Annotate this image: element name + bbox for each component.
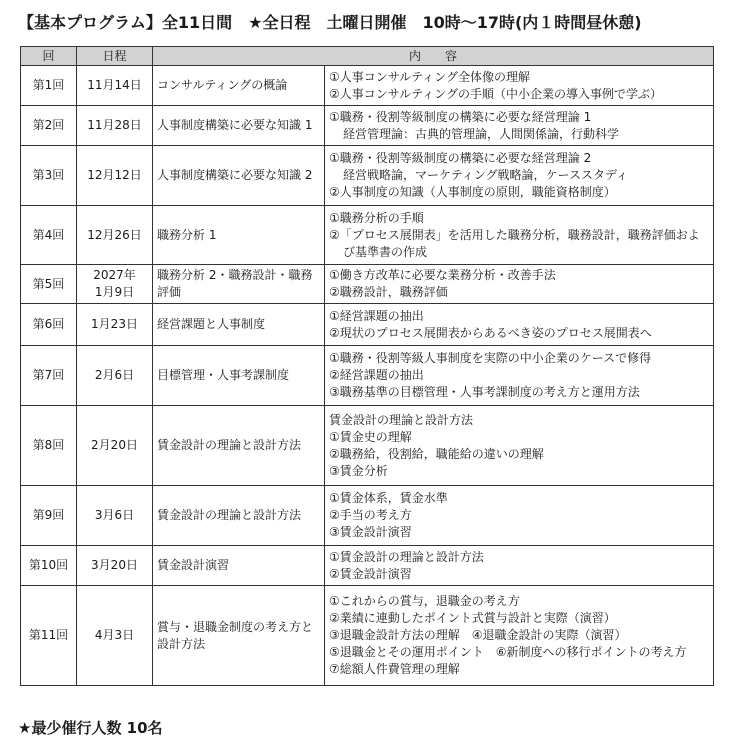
session-date-line: 3月6日 bbox=[94, 508, 135, 522]
session-date-line: 2月6日 bbox=[94, 368, 135, 382]
session-date bbox=[77, 406, 153, 486]
content-line: ②賃金設計演習 bbox=[329, 566, 412, 581]
content-line: ①職務・役割等級人事制度を実際の中小企業のケースで修得 bbox=[329, 351, 652, 365]
content-line: ①賃金史の理解 bbox=[329, 429, 412, 444]
session-number: 第3回 bbox=[21, 146, 77, 206]
content-line: ①働き方改革に必要な業務分析・改善手法 bbox=[329, 268, 556, 282]
column-header-date: 日程 bbox=[77, 47, 153, 66]
session-number: 第4回 bbox=[21, 206, 77, 265]
session-content bbox=[325, 146, 714, 206]
page-title: 【基本プログラム】全11日間 ★全日程 土曜日開催 10時〜17時(内１時間昼休憩) bbox=[18, 13, 642, 32]
session-content bbox=[325, 586, 714, 686]
table-row bbox=[21, 406, 714, 486]
session-number: 第9回 bbox=[21, 486, 77, 546]
content-line: ①賃金設計の理論と設計方法 bbox=[329, 549, 484, 564]
table-row bbox=[21, 486, 714, 546]
session-date-line: 12月12日 bbox=[87, 168, 142, 182]
session-date bbox=[77, 106, 153, 146]
session-content bbox=[325, 486, 714, 546]
session-date-line: 3月20日 bbox=[91, 558, 138, 572]
session-title: 職務分析 1 bbox=[153, 206, 325, 265]
content-line: ②業績に連動したポイント式賞与設計と実際（演習） bbox=[329, 611, 616, 625]
session-date-line: 12月26日 bbox=[87, 227, 142, 242]
table-header-row bbox=[21, 47, 714, 66]
table-row bbox=[21, 146, 714, 206]
content-line: ②人事制度の知識（人事制度の原則，職能資格制度） bbox=[329, 185, 616, 199]
content-line: ③退職金設計方法の理解 ④退職金設計の実際（演習） bbox=[329, 628, 627, 642]
session-date bbox=[77, 586, 153, 686]
content-line: ②現状のプロセス展開表からあるべき姿のプロセス展開表へ bbox=[329, 325, 652, 340]
content-line: ①職務・役割等級制度の構築に必要な経営理論 2 bbox=[329, 151, 592, 165]
session-title: 経営課題と人事制度 bbox=[153, 304, 325, 346]
table-row bbox=[21, 265, 714, 304]
session-content bbox=[325, 106, 714, 146]
content-line: ③職務基準の目標管理・人事考課制度の考え方と運用方法 bbox=[329, 385, 640, 399]
table-row bbox=[21, 546, 714, 586]
column-header-session: 回 bbox=[21, 47, 77, 66]
session-content bbox=[325, 206, 714, 265]
session-date bbox=[77, 546, 153, 586]
session-number: 第8回 bbox=[21, 406, 77, 486]
session-title: コンサルティングの概論 bbox=[153, 66, 325, 106]
session-title: 賃金設計の理論と設計方法 bbox=[153, 486, 325, 546]
content-line: ②職務設計，職務評価 bbox=[329, 285, 448, 299]
content-line: ①これからの賞与，退職金の考え方 bbox=[329, 594, 520, 608]
session-number: 第2回 bbox=[21, 106, 77, 146]
content-line: ③賃金分析 bbox=[329, 463, 388, 478]
session-title: 賞与・退職金制度の考え方と設計方法 bbox=[153, 586, 325, 686]
session-date-line: 4月3日 bbox=[94, 628, 135, 642]
content-line: ①職務分析の手順 bbox=[329, 210, 424, 225]
content-line: び基準書の作成 bbox=[343, 244, 428, 259]
content-line: 経営戦略論，マーケティング戦略論，ケーススタディ bbox=[343, 168, 629, 182]
session-number: 第1回 bbox=[21, 66, 77, 106]
session-title: 賃金設計演習 bbox=[153, 546, 325, 586]
session-date bbox=[77, 486, 153, 546]
session-date bbox=[77, 346, 153, 406]
content-line: ①経営課題の抽出 bbox=[329, 308, 424, 323]
content-line: ②「プロセス展開表」を活用した職務分析，職務設計，職務評価およ bbox=[329, 227, 700, 242]
session-date-line: 2027年 bbox=[93, 268, 136, 282]
minimum-participants-note: ★最少催行人数 10名 bbox=[18, 719, 163, 737]
session-date bbox=[77, 304, 153, 346]
content-line: ⑦総額人件費管理の理解 bbox=[329, 662, 460, 676]
session-date-line: 1月9日 bbox=[94, 285, 135, 299]
content-line: ⑤退職金とその運用ポイント ⑥新制度への移行ポイントの考え方 bbox=[329, 645, 687, 659]
column-header-content: 内 容 bbox=[153, 47, 714, 66]
session-title: 職務分析 2・職務設計・職務評価 bbox=[153, 265, 325, 304]
session-content bbox=[325, 66, 714, 106]
program-schedule-table bbox=[20, 46, 714, 686]
session-date-line: 11月28日 bbox=[87, 118, 142, 132]
table-row bbox=[21, 106, 714, 146]
session-date bbox=[77, 66, 153, 106]
session-date bbox=[77, 146, 153, 206]
session-date-line: 1月23日 bbox=[91, 317, 138, 331]
session-date bbox=[77, 265, 153, 304]
table-row bbox=[21, 66, 714, 106]
table-row bbox=[21, 304, 714, 346]
table-row bbox=[21, 346, 714, 406]
session-number: 第7回 bbox=[21, 346, 77, 406]
session-content bbox=[325, 546, 714, 586]
session-date-line: 2月20日 bbox=[91, 438, 138, 452]
table-row bbox=[21, 586, 714, 686]
content-line: ②経営課題の抽出 bbox=[329, 368, 424, 382]
content-line: ②手当の考え方 bbox=[329, 508, 412, 522]
session-content bbox=[325, 406, 714, 486]
content-line: ②職務給，役割給，職能給の違いの理解 bbox=[329, 446, 544, 461]
session-number: 第6回 bbox=[21, 304, 77, 346]
session-number: 第5回 bbox=[21, 265, 77, 304]
content-line: 賃金設計の理論と設計方法 bbox=[329, 412, 474, 427]
session-number: 第11回 bbox=[21, 586, 77, 686]
session-content bbox=[325, 346, 714, 406]
session-title: 人事制度構築に必要な知識 1 bbox=[153, 106, 325, 146]
session-date-line: 11月14日 bbox=[87, 78, 142, 92]
content-line: ①賃金体系，賃金水準 bbox=[329, 491, 448, 505]
session-date bbox=[77, 206, 153, 265]
content-line: ③賃金設計演習 bbox=[329, 525, 412, 539]
content-line: ①人事コンサルティング全体像の理解 bbox=[329, 69, 530, 84]
content-line: 経営管理論：古典的管理論，人間関係論，行動科学 bbox=[343, 126, 620, 141]
session-title: 賃金設計の理論と設計方法 bbox=[153, 406, 325, 486]
table-row bbox=[21, 206, 714, 265]
content-line: ②人事コンサルティングの手順（中小企業の導入事例で学ぶ） bbox=[329, 86, 662, 101]
session-title: 人事制度構築に必要な知識 2 bbox=[153, 146, 325, 206]
session-title: 目標管理・人事考課制度 bbox=[153, 346, 325, 406]
session-number: 第10回 bbox=[21, 546, 77, 586]
session-content bbox=[325, 304, 714, 346]
content-line: ①職務・役割等級制度の構築に必要な経営理論 1 bbox=[329, 109, 592, 124]
session-content bbox=[325, 265, 714, 304]
